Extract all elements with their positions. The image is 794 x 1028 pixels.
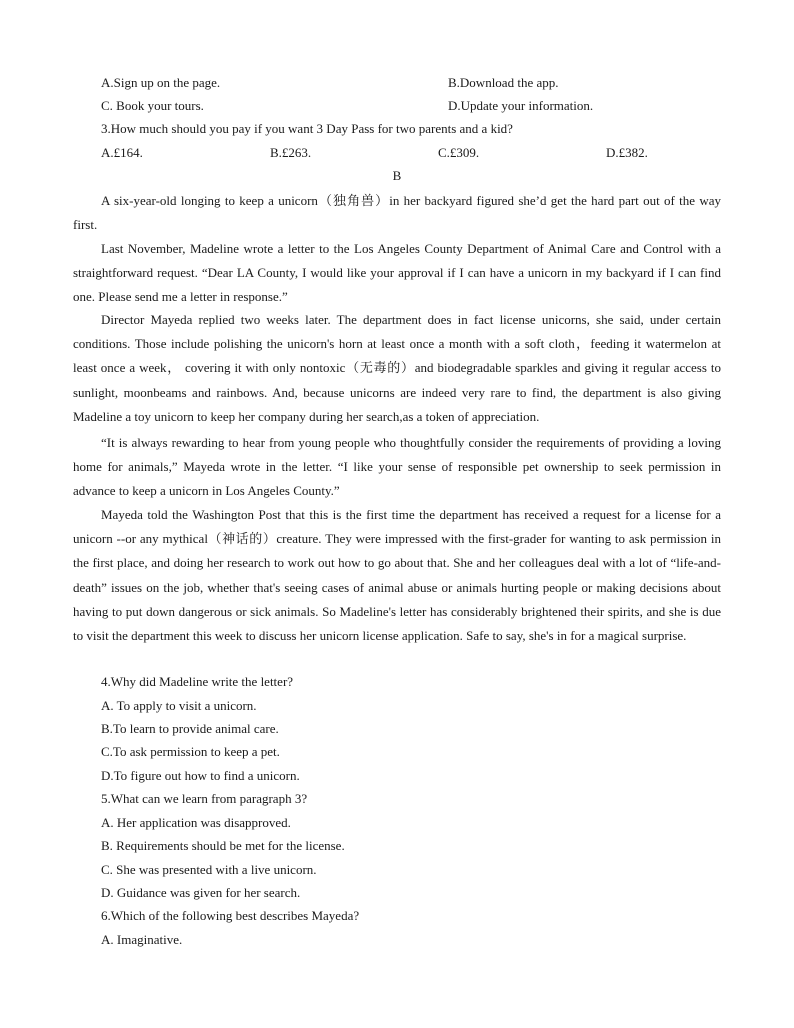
- q4-option-d: D.To figure out how to find a unicorn.: [101, 768, 300, 783]
- question-6: 6.Which of the following best describes Mayeda?: [101, 908, 360, 923]
- prev-option-b: B.Download the app.: [448, 75, 559, 90]
- passage-paragraph-1: A six-year-old longing to keep a unicorn（独角兽）in her backyard figured she’d get the hard part out of the way first.: [73, 193, 721, 233]
- question-4: 4.Why did Madeline write the letter?: [101, 674, 294, 689]
- passage-paragraph-4: “It is always rewarding to hear from young people who thoughtfully consider the requirements of providing a loving home for animals,” Mayeda wrote in the letter. “I like your sense of responsible pet ownership to seek permission in advance to keep a unicorn in Los Angeles County.”: [73, 435, 721, 499]
- q3-option-d: D.£382.: [606, 145, 648, 160]
- passage-paragraph-2: Last November, Madeline wrote a letter to the Los Angeles County Department of Animal Care and Control with a straightforward request. “Dear LA County, I would like your approval if I can have a unicorn in my backyard if I can find one. Please send me a letter in response.”: [73, 241, 721, 305]
- q6-option-a: A. Imaginative.: [101, 932, 183, 947]
- q4-option-a: A. To apply to visit a unicorn.: [101, 698, 257, 713]
- prev-option-a: A.Sign up on the page.: [101, 75, 221, 90]
- passage-paragraph-3: Director Mayeda replied two weeks later. The department does in fact license unicorns, she said, under certain conditions. Those include polishing the unicorn's horn at least once a month with a soft cloth，feeding it watermelon at least once a week， covering it with only nontoxic（无毒的）and biodegradable sparkles and giving it regular access to sunlight, moonbeams and rainbows. And, because unicorns are indeed very rare to find, the department is also giving Madeline a toy unicorn to keep her company during her search,as a token of appreciation.: [73, 312, 721, 424]
- q3-option-a: A.£164.: [101, 145, 143, 160]
- q5-option-b: B. Requirements should be met for the license.: [101, 838, 345, 853]
- q3-option-c: C.£309.: [438, 145, 480, 160]
- q4-option-b: B.To learn to provide animal care.: [101, 721, 279, 736]
- q4-option-c: C.To ask permission to keep a pet.: [101, 744, 280, 759]
- q3-option-b: B.£263.: [270, 145, 312, 160]
- q5-option-a: A. Her application was disapproved.: [101, 815, 291, 830]
- prev-option-d: D.Update your information.: [448, 98, 594, 113]
- q5-option-c: C. She was presented with a live unicorn.: [101, 862, 317, 877]
- question-5: 5.What can we learn from paragraph 3?: [101, 791, 308, 806]
- prev-option-c: C. Book your tours.: [101, 98, 204, 113]
- q5-option-d: D. Guidance was given for her search.: [101, 885, 301, 900]
- passage-paragraph-5: Mayeda told the Washington Post that this is the first time the department has received a request for a license for a unicorn --or any mythical（神话的）creature. They were impressed with the first-grader for wanting to ask permission in the first place, and doing her research to work out how to go about that. She and her colleagues deal with a lot of “life-and-death” issues on the job, whether that's seeing cases of animal abuse or animals hurting people or making decisions about having to put down dangerous or sick animals. So Madeline's letter has considerably brightened their spirits, and she is due to visit the department this week to discuss her unicorn license application. Safe to say, she's in for a magical surprise.: [73, 507, 721, 644]
- question-3: 3.How much should you pay if you want 3 Day Pass for two parents and a kid?: [101, 121, 513, 136]
- section-label: B: [392, 168, 402, 183]
